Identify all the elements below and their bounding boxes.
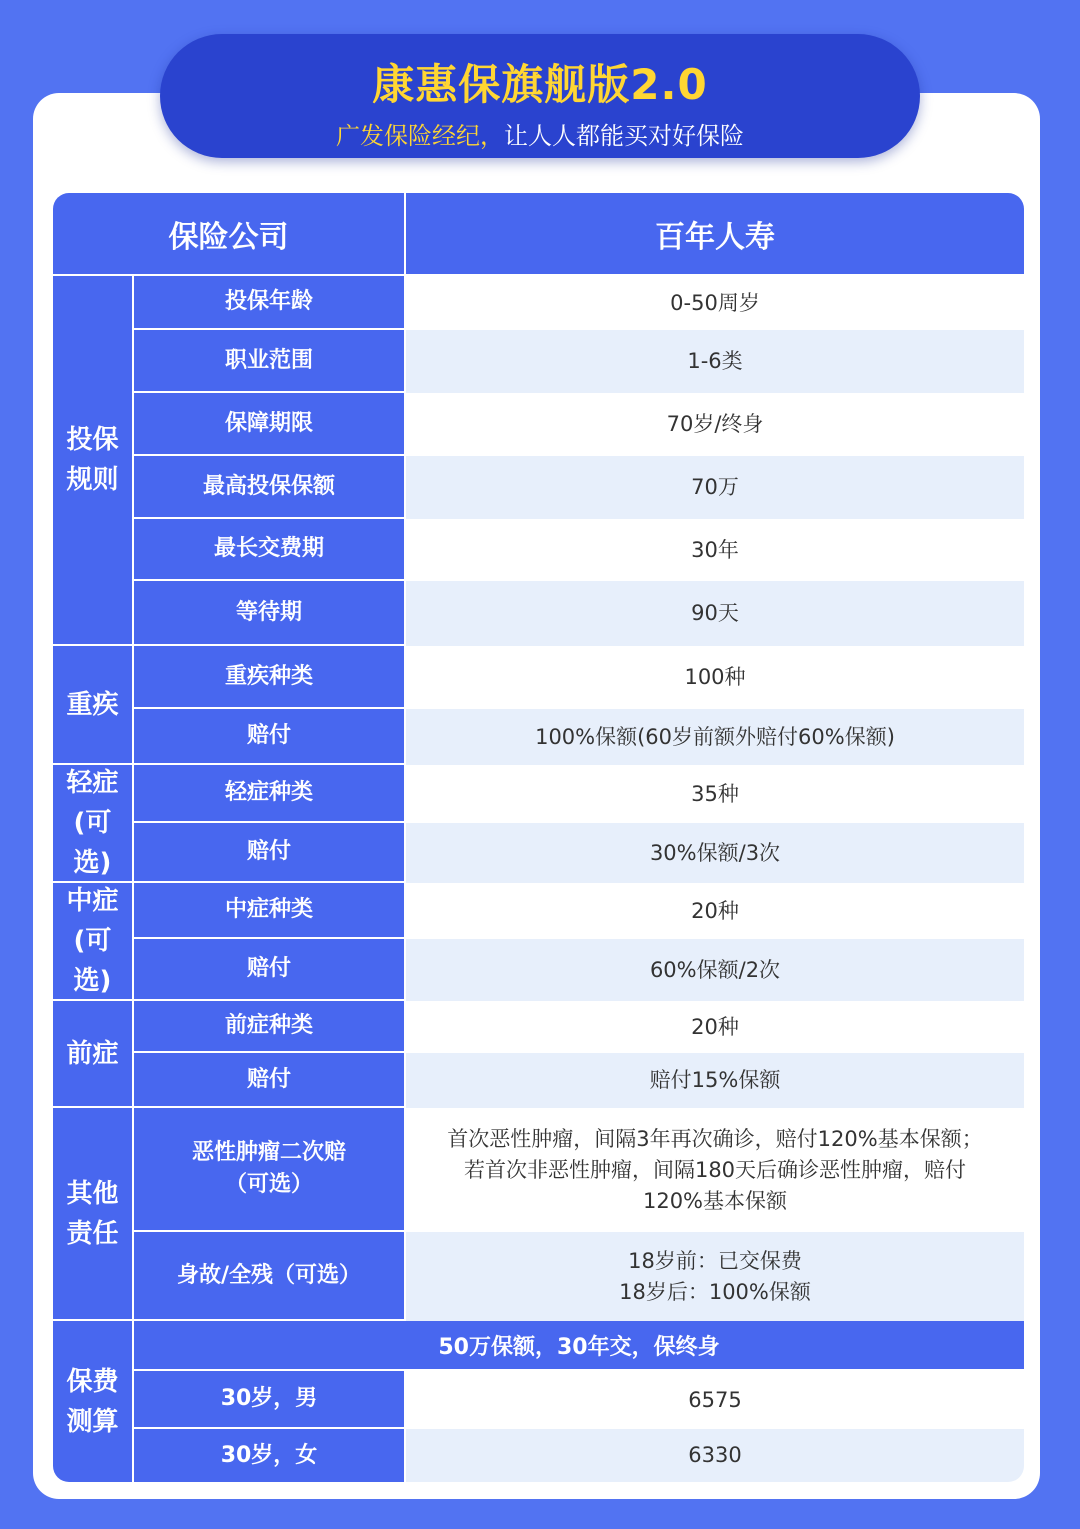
row-value: 90天 [406, 581, 1024, 646]
row-label: 重疾种类 [134, 646, 406, 709]
subtitle-slogan: 让人人都能买对好保险 [504, 122, 744, 150]
row-label: 赔付 [134, 823, 406, 883]
label-line: 恶性肿瘤二次赔 [191, 1140, 346, 1165]
row-value: 赔付15%保额 [406, 1053, 1024, 1108]
group-rules: 投保规则 [53, 276, 134, 646]
row-value [406, 1108, 1024, 1232]
group-critical: 重疾 [53, 646, 134, 765]
row-label: 投保年龄 [134, 276, 406, 330]
group-mild: 轻症(可选) [53, 765, 134, 883]
row-label: 30岁，女 [134, 1429, 406, 1482]
row-label: 最高投保保额 [134, 456, 406, 519]
row-value: 60%保额/2次 [406, 939, 1024, 1001]
row-value: 30%保额/3次 [406, 823, 1024, 883]
row-label: 赔付 [134, 1053, 406, 1108]
row-label: 职业范围 [134, 330, 406, 393]
value-line: 若首次非恶性肿瘤，间隔180天后确诊恶性肿瘤，赔付 [463, 1157, 967, 1182]
row-label: 轻症种类 [134, 765, 406, 823]
value-line: 首次恶性肿瘤，间隔3年再次确诊，赔付120%基本保额； [447, 1126, 983, 1151]
row-label: 赔付 [134, 709, 406, 765]
row-value: 0-50周岁 [670, 290, 760, 315]
subtitle-brand: 广发保险经纪， [336, 122, 504, 150]
premium-condition: 50万保额，30年交，保终身 [134, 1321, 1024, 1371]
row-value: 70万 [406, 456, 1024, 519]
value-line: 120%基本保额 [642, 1188, 788, 1213]
row-value: 20种 [691, 898, 739, 923]
row-label: 保障期限 [134, 393, 406, 456]
row-label: 等待期 [134, 581, 406, 646]
product-title: 康惠保旗舰版2.0 [372, 60, 708, 109]
row-label: 30岁，男 [134, 1371, 406, 1429]
row-value: 6575 [688, 1387, 742, 1412]
row-value: 35种 [691, 781, 739, 806]
group-premium: 保费测算 [53, 1321, 134, 1482]
row-value: 70岁/终身 [666, 412, 764, 436]
row-label: 身故/全残（可选） [134, 1232, 406, 1321]
banner-subtitle [160, 122, 920, 150]
row-label: 前症种类 [134, 1001, 406, 1053]
row-value: 100%保额(60岁前额外赔付60%保额) [406, 709, 1024, 765]
row-label [134, 1108, 406, 1232]
group-early: 前症 [53, 1001, 134, 1108]
row-value [406, 1232, 1024, 1321]
row-value: 1-6类 [406, 330, 1024, 393]
group-moderate: 中症(可选) [53, 883, 134, 1001]
row-value: 30年 [691, 537, 739, 562]
row-value: 100种 [684, 665, 746, 689]
value-line: 18岁后：100%保额 [619, 1279, 811, 1304]
row-label: 赔付 [134, 939, 406, 1001]
value-line: 18岁前：已交保费 [628, 1248, 802, 1273]
comparison-table [53, 193, 1024, 1482]
row-label: 最长交费期 [134, 519, 406, 581]
group-other: 其他责任 [53, 1108, 134, 1321]
header-company-name: 百年人寿 [406, 193, 1024, 276]
label-line: （可选） [224, 1172, 313, 1197]
header-company-label: 保险公司 [53, 193, 406, 276]
title-banner [160, 34, 920, 158]
row-value: 20种 [691, 1014, 739, 1039]
row-value: 6330 [406, 1429, 1024, 1482]
row-label: 中症种类 [134, 883, 406, 939]
